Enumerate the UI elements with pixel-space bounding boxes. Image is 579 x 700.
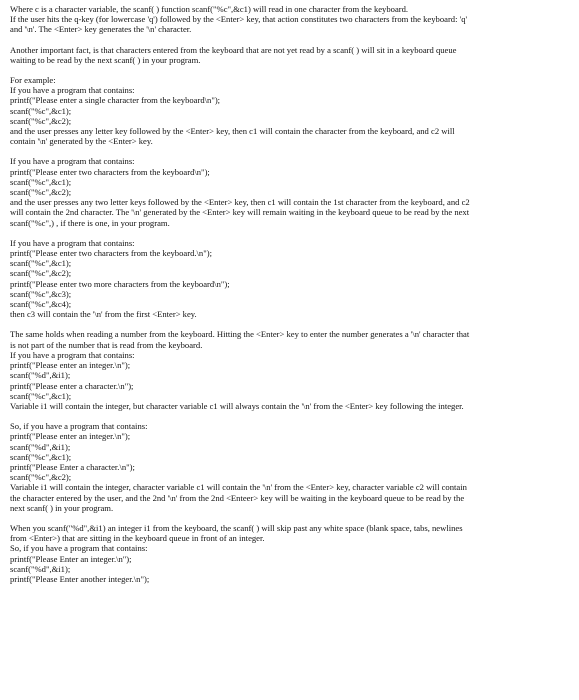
text-line: waiting to be read by the next scanf( ) in your program. xyxy=(10,54,201,65)
text-line: the character entered by the user, and the 2nd '\n' from the 2nd <Enteer> key will be waiting in the keyboard queue to be read by the xyxy=(10,492,465,503)
text-line: scanf("%d",&i1); xyxy=(10,563,71,574)
text-line: scanf("%c",&c1); xyxy=(10,258,72,269)
text-line: printf("Please enter two more characters from the keyboard\n"); xyxy=(10,278,230,289)
text-line: For example: xyxy=(10,75,56,86)
text-line: printf("Please Enter a character.\n"); xyxy=(10,461,135,472)
text-line: printf("Please enter an integer.\n"); xyxy=(10,360,131,371)
text-line: scanf("%c",&c4); xyxy=(10,299,72,310)
paragraph xyxy=(10,4,570,35)
text-line: scanf("%d",&i1); xyxy=(10,441,71,452)
paragraph xyxy=(10,238,570,320)
text-line: scanf("%d",&i1); xyxy=(10,370,71,381)
text-line: scanf("%c",&c1); xyxy=(10,176,72,187)
text-line: So, if you have a program that contains: xyxy=(10,421,148,432)
text-line: and '\n'. The <Enter> key generates the '\n' character. xyxy=(10,24,192,35)
text-line: is not part of the number that is read from the keyboard. xyxy=(10,339,203,350)
text-line: scanf("%c",&c2); xyxy=(10,187,72,198)
text-line: scanf("%c",&c2); xyxy=(10,115,72,126)
paragraph xyxy=(10,421,570,513)
text-line: Variable i1 will contain the integer, character variable c1 will contain the '\n' from the <Enter> key, character variable c2 will contain xyxy=(10,482,467,493)
text-line: printf("Please enter an integer.\n"); xyxy=(10,431,131,442)
text-line: printf("Please enter two characters from the keyboard\n"); xyxy=(10,166,210,177)
text-line: scanf("%c",&c2); xyxy=(10,268,72,279)
text-line: Variable i1 will contain the integer, but character variable c1 will always contain the '\n' from the <Enter> key following the integer. xyxy=(10,400,464,411)
text-line: contain '\n' generated by the <Enter> key. xyxy=(10,136,153,147)
text-line: printf("Please Enter an integer.\n"); xyxy=(10,553,132,564)
text-line: and the user presses any two letter keys followed by the <Enter> key, then c1 will contain the 1st character from the keyboard, and c2 xyxy=(10,197,470,208)
text-line: scanf("%c",) , if there is one, in your program. xyxy=(10,217,170,228)
text-line: Where c is a character variable, the scanf( ) function scanf("%c",&c1) will read in one character from the keyboard. xyxy=(10,4,409,14)
text-line: then c3 will contain the '\n' from the first <Enter> key. xyxy=(10,309,197,320)
text-line: scanf("%c",&c1); xyxy=(10,105,72,116)
text-line: If you have a program that contains: xyxy=(10,85,135,96)
text-line: from <Enter>) that are sitting in the keyboard queue in front of an integer. xyxy=(10,533,265,544)
text-line: If you have a program that contains: xyxy=(10,156,135,167)
text-line: If you have a program that contains: xyxy=(10,349,135,360)
text-line: Another important fact, is that characters entered from the keyboard that are not yet read by a scanf( ) will sit in a keyboard queue xyxy=(10,44,457,55)
text-line: printf("Please Enter another integer.\n"); xyxy=(10,573,150,584)
text-line: scanf("%c",&c3); xyxy=(10,288,72,299)
paragraph xyxy=(10,75,570,146)
text-line: If you have a program that contains: xyxy=(10,237,135,248)
text-line: When you scanf("%d",&i1) an integer i1 from the keyboard, the scanf( ) will skip past any white space (blank space, tabs, newlines xyxy=(10,522,463,533)
text-line: So, if you have a program that contains: xyxy=(10,543,148,554)
text-line: printf("Please enter two characters from the keyboard.\n"); xyxy=(10,248,212,259)
text-line: next scanf( ) in your program. xyxy=(10,502,114,513)
text-line: printf("Please enter a single character from the keyboard\n"); xyxy=(10,95,221,106)
text-line: The same holds when reading a number from the keyboard. Hitting the <Enter> key to enter the number generates a '\n' character that xyxy=(10,329,470,340)
paragraph xyxy=(10,523,570,584)
paragraph xyxy=(10,156,570,227)
text-line: and the user presses any letter key followed by the <Enter> key, then c1 will contain the character from the keyboard, and c2 will xyxy=(10,126,455,137)
paragraph xyxy=(10,329,570,411)
text-line: will contain the 2nd character. The '\n' generated by the <Enter> key will remain waiting in the keyboard queue to be read by the next xyxy=(10,207,470,218)
text-line: scanf("%c",&c1); xyxy=(10,451,72,462)
text-line: If the user hits the q-key (for lowercase 'q') followed by the <Enter> key, that action constitutes two characters from the keyboard: 'q' xyxy=(10,14,468,25)
document-body xyxy=(10,4,570,594)
paragraph xyxy=(10,45,570,65)
text-line: scanf("%c",&c1); xyxy=(10,390,72,401)
text-line: scanf("%c",&c2); xyxy=(10,472,72,483)
text-line: printf("Please enter a character.\n"); xyxy=(10,380,134,391)
